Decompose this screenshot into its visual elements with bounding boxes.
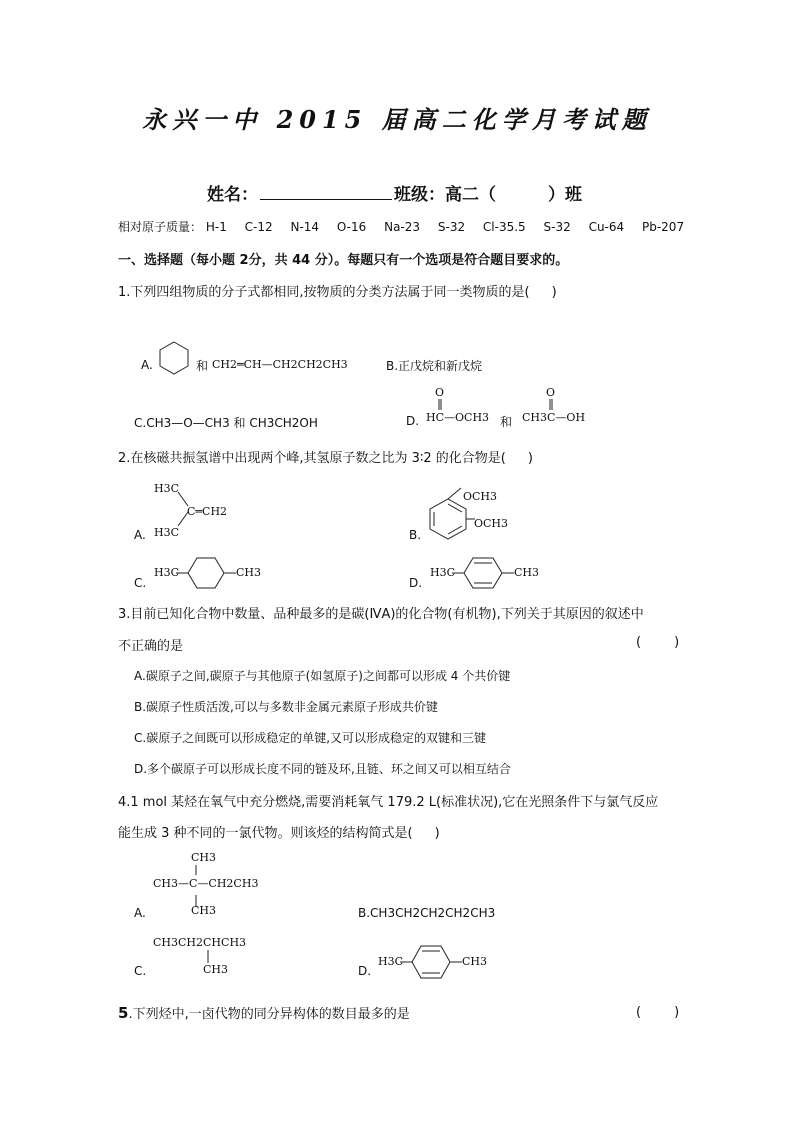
q4-c-top: CH3CH2CHCH3 <box>153 936 247 949</box>
question-3-stem-line2: 不正确的是 <box>118 639 184 654</box>
q4-d-left: H3C <box>378 955 404 968</box>
q2-a-top: H3C <box>154 482 180 495</box>
q4-a-top: CH3 <box>191 851 217 864</box>
q5-answer-paren[interactable]: ( ) <box>636 1005 680 1020</box>
answer-paren[interactable]: ) <box>527 451 533 466</box>
q2-b-top: OCH3 <box>463 490 498 503</box>
atomic-mass: H-1 <box>205 220 227 234</box>
q4-a-bot: CH3 <box>191 904 217 917</box>
double-bond-right <box>549 399 553 411</box>
atomic-mass: C-12 <box>244 220 273 234</box>
q1-option-d-and: 和 <box>500 415 513 429</box>
q3-option-d[interactable]: D.多个碳原子可以形成长度不同的链及环,且链、环之间又可以相互结合 <box>134 762 511 776</box>
name-blank[interactable] <box>260 185 392 200</box>
q4-option-d-label[interactable]: D. <box>358 964 372 978</box>
section-heading: 一、选择题（每小题 2分，共 44 分）。每题只有一个选项是符合题目要求的。 <box>118 253 569 268</box>
question-text: .下列烃中,一卤代物的同分异构体的数目最多的是 <box>128 1007 410 1022</box>
question-2-stem <box>118 447 533 466</box>
q2-option-a-label[interactable]: A. <box>134 528 146 542</box>
q1-option-a-formula: CH2═CH—CH2CH2CH3 <box>212 358 348 371</box>
question-text: 1.下列四组物质的分子式都相同,按物质的分类方法属于同一类物质的是( <box>118 285 530 300</box>
name-label: 姓名： <box>207 185 258 205</box>
q1-d-right-oxygen: O <box>546 386 556 399</box>
atomic-mass: O-16 <box>336 220 367 234</box>
q3-option-a[interactable]: A.碳原子之间,碳原子与其他原子(如氢原子)之间都可以形成 4 个共价键 <box>134 669 511 683</box>
q4-d-right: CH3 <box>462 955 488 968</box>
q4-option-a-label[interactable]: A. <box>134 906 146 920</box>
q2-b-bot: OCH3 <box>474 517 509 530</box>
q2-d-right: CH3 <box>514 566 540 579</box>
q2-option-d-label[interactable]: D. <box>409 576 423 590</box>
question-3-stem-line1: 3.目前已知化合物中数量、品种最多的是碳(ⅣA)的化合物(有机物),下列关于其原因的叙述中 <box>118 607 644 622</box>
question-5-stem <box>118 1003 410 1022</box>
q1-d-left-oxygen: O <box>435 386 445 399</box>
q2-d-left: H3C <box>430 566 456 579</box>
question-text: 2.在核磁共振氢谱中出现两个峰,其氢原子数之比为 3∶2 的化合物是( <box>118 451 506 466</box>
answer-paren[interactable]: ) <box>551 285 557 300</box>
atomic-mass: Cu-64 <box>588 220 625 234</box>
q2-a-bonds <box>176 488 190 528</box>
q4-option-c-label[interactable]: C. <box>134 964 147 978</box>
q2-option-c-label[interactable]: C. <box>134 576 147 590</box>
question-text: 能生成 3 种不同的一氯代物。则该烃的结构简式是( <box>118 826 413 841</box>
atomic-mass: Cl-35.5 <box>482 220 526 234</box>
atomic-mass-label: 相对原子质量： <box>118 220 203 234</box>
atomic-mass: N-14 <box>290 220 320 234</box>
atomic-mass: S-32 <box>437 220 466 234</box>
q1-option-c[interactable]: C.CH3—O—CH3 和 CH3CH2OH <box>134 416 318 430</box>
q3-answer-paren[interactable]: ( ) <box>636 635 680 650</box>
atomic-masses-line <box>118 218 698 235</box>
answer-paren[interactable]: ) <box>434 826 440 841</box>
page-title: 永兴一中 2015 届高二化学月考试题 <box>142 105 652 134</box>
q2-c-left: H3C <box>154 566 180 579</box>
q2-a-mid: C═CH2 <box>187 505 228 518</box>
class-suffix: ）班 <box>548 185 582 205</box>
atomic-mass: Pb-207 <box>641 220 685 234</box>
atomic-mass: Na-23 <box>384 220 421 234</box>
class-label: 班级：高二（ <box>394 185 496 205</box>
cyclohexane-ring-c <box>176 556 236 590</box>
question-5-number: 5 <box>118 1004 129 1022</box>
double-bond-left <box>438 399 442 411</box>
q1-option-d-label[interactable]: D. <box>406 414 420 428</box>
student-info-line <box>207 180 582 205</box>
q2-option-b-label[interactable]: B. <box>409 528 422 542</box>
q3-option-c[interactable]: C.碳原子之间既可以形成稳定的单键,又可以形成稳定的双键和三键 <box>134 731 487 745</box>
question-4-stem-line2 <box>118 822 440 841</box>
question-4-stem-line1: 4.1 mol 某烃在氧气中充分燃烧,需要消耗氧气 179.2 L(标准状况),它在光照条件下与氯气反应 <box>118 795 659 810</box>
cyclohexane-structure <box>158 340 190 376</box>
benzene-ring-q4d <box>400 944 462 980</box>
q4-option-b[interactable]: B.CH3CH2CH2CH2CH3 <box>358 906 496 920</box>
q2-a-bot: H3C <box>154 526 180 539</box>
q1-option-a-and: 和 <box>196 359 209 373</box>
q3-option-b[interactable]: B.碳原子性质活泼,可以与多数非金属元素原子形成共价键 <box>134 700 438 714</box>
q4-c-bot: CH3 <box>203 963 229 976</box>
question-1-stem <box>118 281 557 300</box>
q1-option-a-label[interactable]: A. <box>141 358 153 372</box>
q2-c-right: CH3 <box>236 566 262 579</box>
q4-c-bond <box>206 950 210 964</box>
atomic-mass: S-32 <box>543 220 571 234</box>
benzene-ring-d <box>452 556 514 590</box>
q4-a-mid: CH3—C—CH2CH3 <box>153 877 259 890</box>
q1-option-b[interactable]: B.正戊烷和新戊烷 <box>386 359 483 373</box>
q1-d-left-formula: HC—OCH3 <box>426 411 490 424</box>
q1-d-right-formula: CH3C—OH <box>522 411 586 424</box>
